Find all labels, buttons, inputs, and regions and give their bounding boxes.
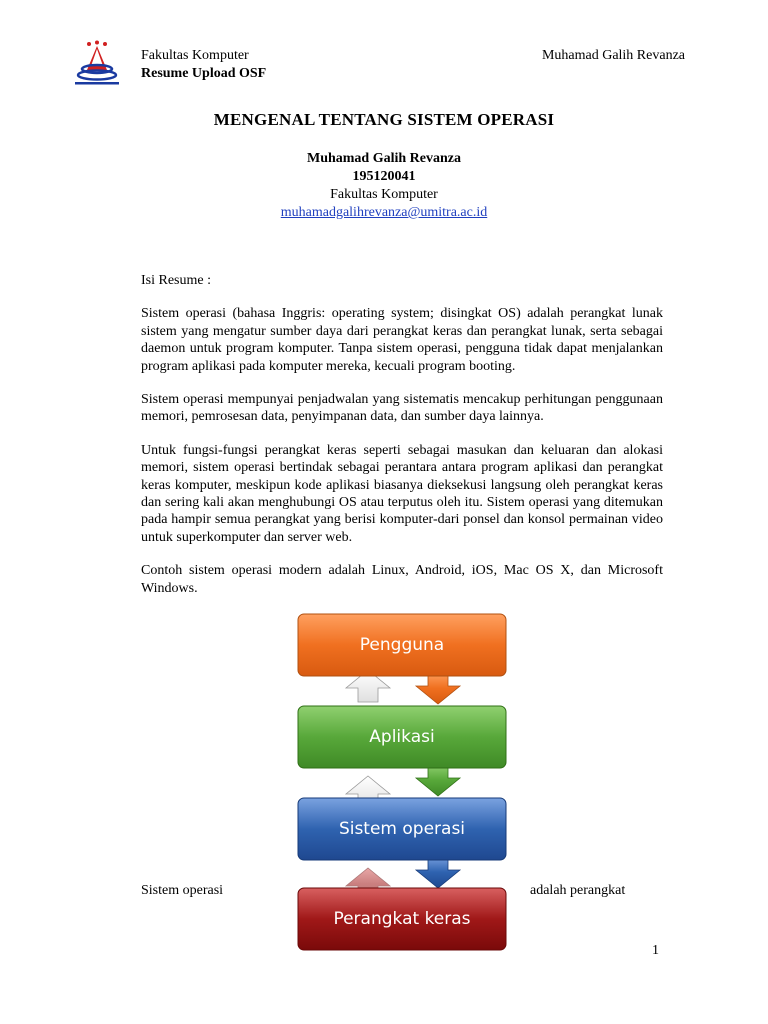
layer-label: Perangkat keras <box>333 909 471 929</box>
header-author: Muhamad Galih Revanza <box>541 48 685 63</box>
paragraph-3: Untuk fungsi-fungsi perangkat keras seperti sebagai masukan dan keluaran dan alokasi memori, sistem operasi bertindak sebagai perantara antara program aplikasi dan perangkat keras komputer, meskipun kode aplikasi biasanya dieksekusi langsung oleh perangkat keras dan sering kali akan menghubungi OS atau terputus oleh itu. Sistem operasi yang ditemukan pada hampir semua perangkat yang berisi komputer-dari ponsel dan konsol permainan video untuk superkomputer dan server web. <box>141 442 663 545</box>
author-name: Muhamad Galih Revanza <box>306 151 461 166</box>
header-left <box>141 47 266 83</box>
arrow-down-icon <box>416 856 460 888</box>
layer-sistem-operasi <box>298 798 506 860</box>
page-number: 1 <box>652 943 659 958</box>
email-link[interactable]: muhamadgalihrevanza@umitra.ac.id <box>280 205 488 220</box>
header-faculty: Fakultas Komputer <box>141 48 249 63</box>
section-label: Isi Resume : <box>141 273 211 288</box>
layer-label: Aplikasi <box>369 727 435 747</box>
paragraph-4: Contoh sistem operasi modern adalah Linux, Android, iOS, Mac OS X, dan Microsoft Windows. <box>141 563 663 596</box>
university-logo-icon <box>72 40 122 88</box>
arrow-down-icon <box>416 764 460 796</box>
author-block <box>0 150 768 222</box>
author-faculty: Fakultas Komputer <box>330 187 438 202</box>
layer-aplikasi <box>298 706 506 768</box>
os-layer-diagram <box>290 610 515 955</box>
layer-perangkat-keras <box>298 888 506 950</box>
bottom-left-text: Sistem operasi <box>141 883 224 898</box>
layer-label: Sistem operasi <box>338 819 466 839</box>
header-subtitle: Resume Upload OSF <box>141 66 267 81</box>
paragraph-1: Sistem operasi (bahasa Inggris: operating system; disingkat OS) adalah perangkat lunak sistem yang mengatur sumber daya dari perangkat keras dan perangkat lunak, serta sebagai daemon untuk program komputer. Tanpa sistem operasi, pengguna tidak dapat menjalankan program aplikasi pada komputer mereka, kecuali program booting. <box>141 306 663 374</box>
paragraph-2: Sistem operasi mempunyai penjadwalan yang sistematis mencakup perhitungan penggunaan memori, pemrosesan data, penyimpanan data, dan sumber daya lainnya. <box>141 392 663 425</box>
layer-label: Pengguna <box>359 635 445 655</box>
document-title: MENGENAL TENTANG SISTEM OPERASI <box>213 110 555 129</box>
layer-pengguna <box>298 614 506 676</box>
student-id: 195120041 <box>352 169 416 184</box>
arrow-down-icon <box>416 672 460 704</box>
bottom-right-text: adalah perangkat <box>530 883 626 898</box>
resume-body <box>141 272 663 613</box>
